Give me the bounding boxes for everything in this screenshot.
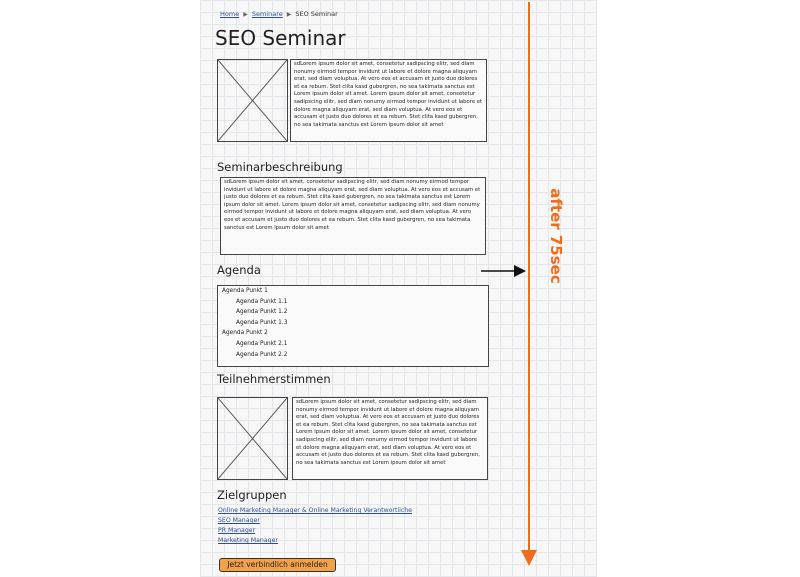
chevron-right-icon: ▶ [286, 11, 292, 18]
target-group-link[interactable]: PR Manager [218, 527, 256, 534]
breadcrumb-link-home[interactable]: Home [220, 10, 240, 18]
breadcrumb-link-seminare[interactable]: Seminare [251, 10, 283, 18]
register-button[interactable]: Jetzt verbindlich anmelden [219, 558, 336, 572]
seminar-image-placeholder [217, 59, 288, 142]
breadcrumb-current: SEO Seminar [295, 10, 338, 18]
agenda-item: Agenda Punkt 1.2 [236, 309, 288, 316]
agenda-heading: Agenda [217, 263, 261, 277]
image-placeholder-icon [218, 398, 287, 479]
agenda-list [217, 285, 489, 367]
agenda-item: Agenda Punkt 1.1 [236, 298, 288, 305]
testimonial-image-placeholder [217, 397, 288, 480]
agenda-item: Agenda Punkt 2 [222, 330, 268, 337]
target-groups-heading: Zielgruppen [217, 488, 287, 502]
description-heading: Seminarbeschreibung [217, 160, 343, 174]
description-text: sdLorem ipsum dolor sit amet, consetetur sadipscing elitr, sed diam nonumy eirmod tempor invidunt ut labore et dolore magna aliquyam erat, sed diam voluptua. At vero eos et accusam et justo duo dolores et ea rebum. Stet clita kasd gubergren, no sea takimata sanctus est Lorem ipsum dolor sit amet. Lorem ipsum dolor sit amet, consetetur sadipscing elitr, sed diam nonumy eirmod tempor invidunt ut labore et dolore magna aliquyam erat, sed diam voluptua. At vero eos et accusam et justo duo dolores et ea rebum. Stet clita kasd gubergren, no sea takimata sanctus est Lorem ipsum dolor sit amet [220, 177, 486, 255]
target-group-link[interactable]: SEO Manager [218, 517, 260, 524]
image-placeholder-icon [218, 60, 287, 141]
target-groups-list [218, 506, 412, 546]
breadcrumb [220, 10, 338, 18]
timing-note: after 75sec [547, 188, 565, 284]
agenda-item: Agenda Punkt 2.1 [236, 340, 288, 347]
testimonials-heading: Teilnehmerstimmen [217, 372, 331, 386]
page-title: SEO Seminar [215, 26, 346, 50]
chevron-right-icon: ▶ [243, 11, 248, 18]
testimonial-text: sdLorem ipsum dolor sit amet, consetetur sadipscing elitr, sed diam nonumy eirmod tempor invidunt ut labore et dolore magna aliquyam erat, sed diam voluptua. At vero eos et accusam et justo duo dolores et ea rebum. Stet clita kasd gubergren, no sea takimata sanctus est Lorem ipsum dolor sit amet. Lorem ipsum dolor sit amet, consetetur sadipscing elitr, sed diam nonumy eirmod tempor invidunt ut labore et dolore magna aliquyam erat, sed diam voluptua. At vero eos et accusam et justo duo dolores et ea rebum. Stet clita kasd gubergren, no sea takimata sanctus est Lorem ipsum dolor sit amet [292, 397, 488, 480]
agenda-item: Agenda Punkt 1.3 [236, 319, 288, 326]
seminar-intro-text: sdLorem ipsum dolor sit amet, consetetur sadipscing elitr, sed diam nonumy eirmod tempor invidunt ut labore et dolore magna aliquyam erat, sed diam voluptua. At vero eos et accusam et justo duo dolores et ea rebum. Stet clita kasd gubergren, no sea takimata sanctus est Lorem ipsum dolor sit amet. Lorem ipsum dolor sit amet, consetetur sadipscing elitr, sed diam nonumy eirmod tempor invidunt ut labore et dolore magna aliquyam erat, sed diam voluptua. At vero eos et accusam et justo duo dolores et ea rebum. Stet clita kasd gubergren, no sea takimata sanctus est Lorem ipsum dolor sit amet [290, 59, 487, 142]
target-group-link[interactable]: Marketing Manager [218, 537, 278, 544]
agenda-item: Agenda Punkt 1 [222, 288, 268, 294]
target-group-link[interactable]: Online Marketing Manager & Online Marketing Verantwortliche [218, 507, 412, 514]
agenda-item: Agenda Punkt 2.2 [236, 351, 288, 358]
